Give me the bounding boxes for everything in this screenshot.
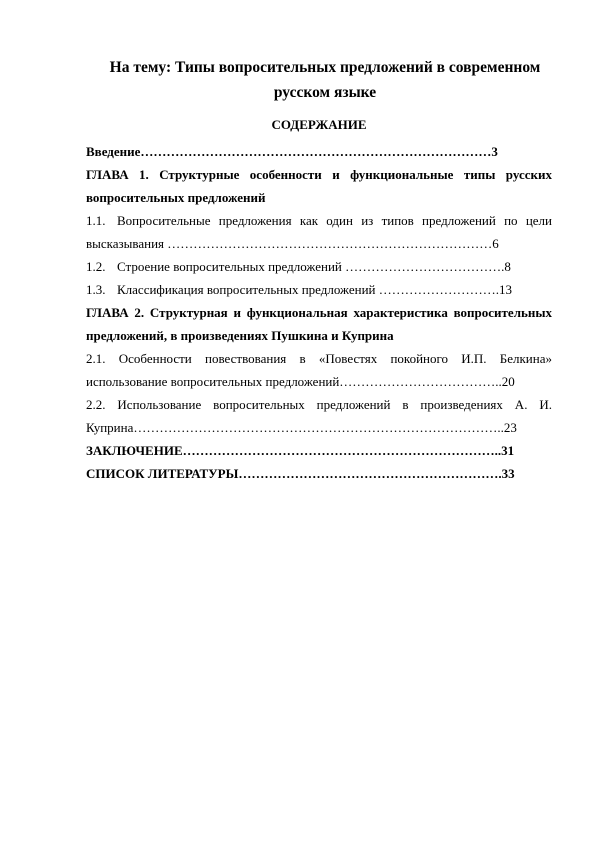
toc-entry-bibliography	[86, 462, 552, 485]
toc-heading: СОДЕРЖАНИЕ	[271, 117, 367, 132]
toc-entry-text: Строение вопросительных предложений ……………………………….8	[117, 259, 511, 274]
toc-entry-text: 2.1. Особенности повествования в «Повестях покойного И.П. Белкина» использование вопросительных предложений………………………………..20	[86, 351, 552, 389]
toc-entry-text: Вопросительные предложения как один из типов предложений по цели высказывания …………………………………………………………………6	[86, 213, 552, 251]
toc-entry-text: 2.2. Использование вопросительных предложений в произведениях А. И. Куприна…………………………………………………………………………..23	[86, 397, 552, 435]
toc-entry-number: 1.1.	[86, 213, 106, 228]
toc-entry-conclusion	[86, 439, 552, 462]
toc-entry-text: ГЛАВА 1. Структурные особенности и функциональные типы русских вопросительных предложений	[86, 167, 552, 205]
document-title: На тему: Типы вопросительных предложений в современном русском языке	[109, 59, 541, 101]
toc-entry-number: 1.3.	[86, 282, 106, 297]
toc-entry-introduction	[86, 140, 552, 163]
toc-entry-number: 1.2.	[86, 259, 106, 274]
toc-entry-text: Введение………………………………………………………………………3	[86, 144, 498, 159]
toc-entry-text: ЗАКЛЮЧЕНИЕ………………………………………………………………..31	[86, 443, 515, 458]
toc-entry-text: СПИСОК ЛИТЕРАТУРЫ…………………………………………………….33	[86, 466, 515, 481]
toc-entry-section-1-1	[86, 209, 552, 255]
toc-entry-section-2-2	[86, 393, 552, 439]
toc-entry-section-2-1	[86, 347, 552, 393]
toc-entry-chapter-2	[86, 301, 552, 347]
toc-entry-section-1-2	[86, 255, 552, 278]
table-of-contents	[86, 140, 552, 485]
toc-entry-text: ГЛАВА 2. Структурная и функциональная характеристика вопросительных предложений, в произведениях Пушкина и Куприна	[86, 305, 552, 343]
toc-entry-section-1-3	[86, 278, 552, 301]
toc-entry-chapter-1	[86, 163, 552, 209]
toc-entry-text: Классификация вопросительных предложений ……………………….13	[117, 282, 512, 297]
